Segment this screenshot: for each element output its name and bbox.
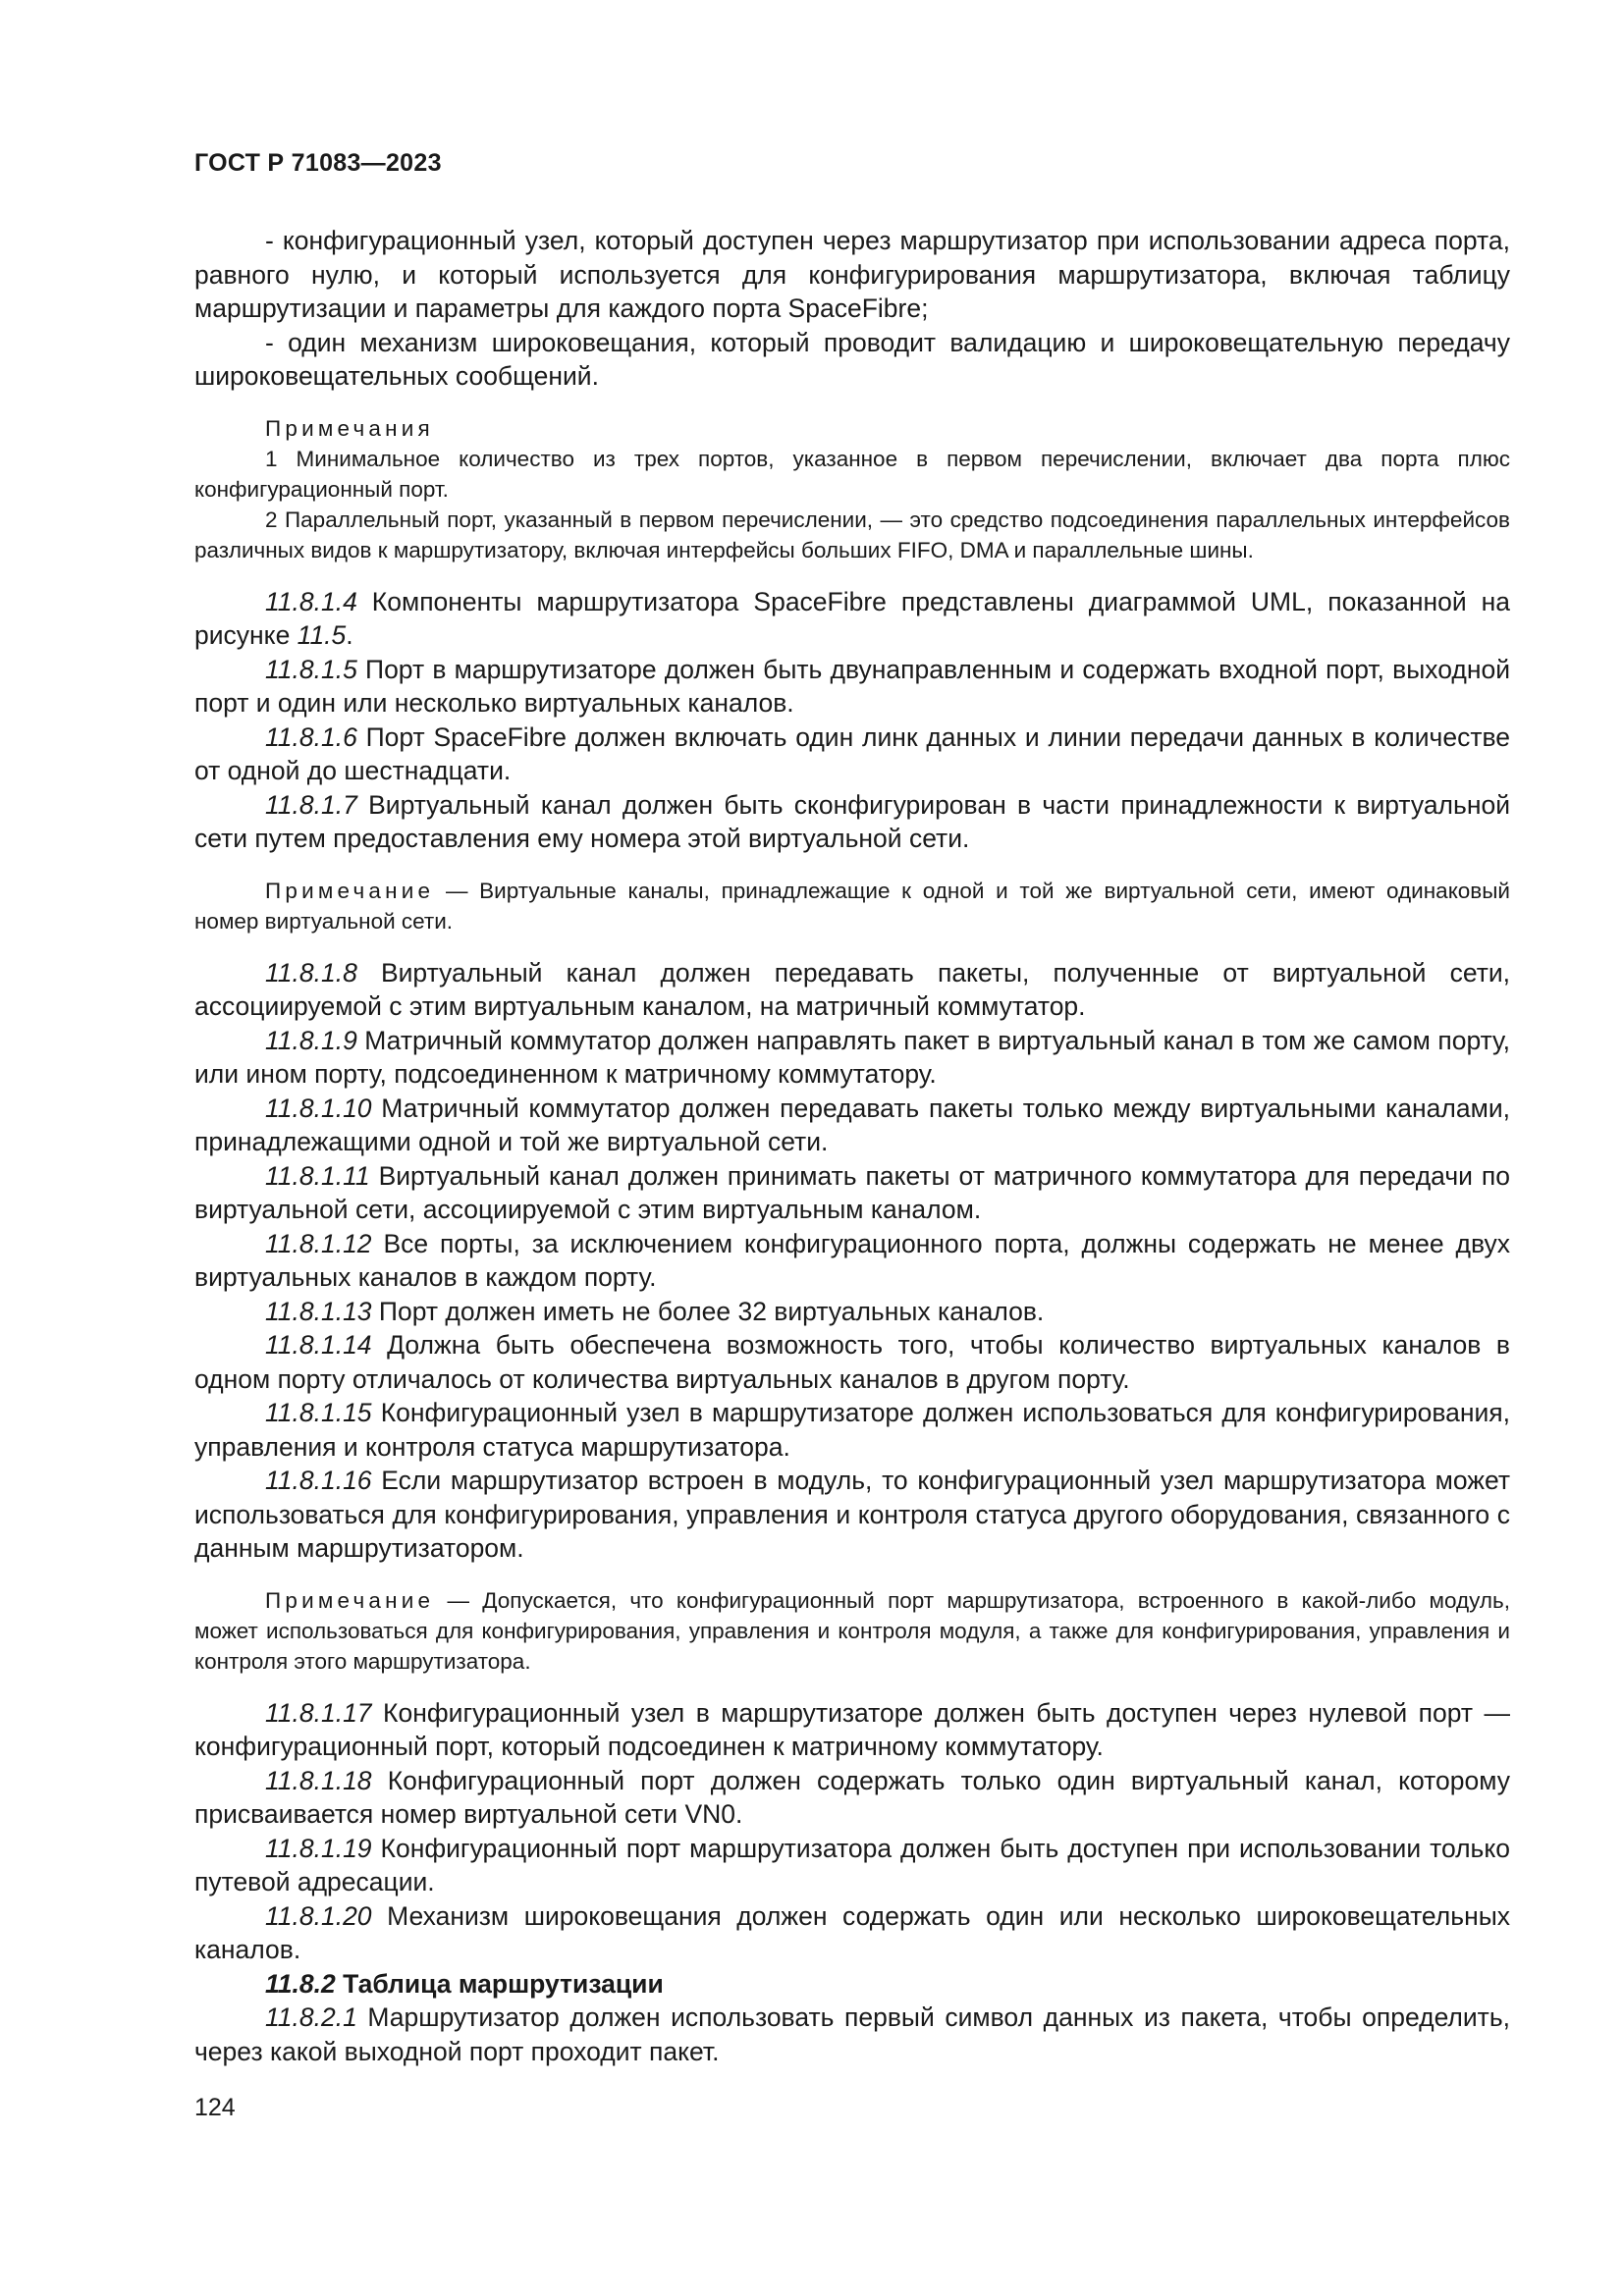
clause-number: 11.8.1.5 <box>265 654 357 684</box>
document-header: ГОСТ Р 71083—2023 <box>194 149 442 177</box>
clause-11-8-1-18 <box>194 1764 1510 1832</box>
clause-11-8-1-19 <box>194 1832 1510 1899</box>
clause-11-8-1-14 <box>194 1328 1510 1396</box>
note-item-2: 2 Параллельный порт, указанный в первом перечислении, — это средство подсоединения параллельных интерфейсов различных видов к маршрутизатору, включая интерфейсы больших FIFO, DMA и параллельные шины. <box>194 507 1510 562</box>
clause-number: 11.8.1.8 <box>265 957 357 988</box>
clause-11-8-1-9 <box>194 1024 1510 1092</box>
clause-number: 11.8.2.1 <box>265 2002 357 2032</box>
clause-text: Конфигурационный узел в маршрутизаторе должен использоваться для конфигурирования, управления и контроля статуса маршрутизатора. <box>194 1398 1510 1462</box>
clause-11-8-1-4 <box>194 585 1510 653</box>
note-virtual-channels <box>194 876 1510 936</box>
clause-11-8-1-5 <box>194 653 1510 721</box>
figure-ref: 11.5 <box>297 620 347 650</box>
clause-11-8-1-16 <box>194 1464 1510 1566</box>
clause-11-8-1-7 <box>194 788 1510 856</box>
clause-11-8-1-15 <box>194 1396 1510 1464</box>
note-item-1: 1 Минимальное количество из трех портов, указанное в первом перечислении, включает два порта плюс конфигурационный порт. <box>194 446 1510 502</box>
clause-number: 11.8.1.18 <box>265 1765 372 1795</box>
clause-number: 11.8.1.12 <box>265 1228 372 1258</box>
clause-text: Порт SpaceFibre должен включать один линк данных и линии передачи данных в количестве от одной до шестнадцати. <box>194 721 1510 785</box>
intro-paragraph-1: - конфигурационный узел, который доступен через маршрутизатор при использовании адреса порта, равного нулю, и который используется для конфигурирования маршрутизатора, включая таблицу маршрутизации и параметры для каждого порта SpaceFibre; <box>194 226 1510 323</box>
clause-11-8-2-1 <box>194 2001 1510 2068</box>
clause-text: Порт в маршрутизаторе должен быть двунаправленным и содержать входной порт, выходной порт и один или несколько виртуальных каналов. <box>194 654 1510 718</box>
clause-11-8-1-11 <box>194 1159 1510 1227</box>
clause-number: 11.8.1.10 <box>265 1093 372 1123</box>
clause-number: 11.8.1.17 <box>265 1697 372 1728</box>
note-config-port <box>194 1585 1510 1677</box>
clause-text: Компоненты маршрутизатора SpaceFibre представлены диаграммой UML, показанной на рисунке <box>194 586 1510 650</box>
clause-number: 11.8.1.14 <box>265 1330 372 1360</box>
clause-text: Матричный коммутатор должен передавать пакеты только между виртуальными каналами, принадлежащими одной и той же виртуальной сети. <box>194 1093 1510 1156</box>
clause-number: 11.8.1.13 <box>265 1296 372 1326</box>
intro-paragraph-2: - один механизм широковещания, который проводит валидацию и широковещательную передачу широковещательных сообщений. <box>194 327 1510 391</box>
clause-number: 11.8.1.16 <box>265 1466 372 1495</box>
note-label: Примечание <box>265 1587 435 1613</box>
clause-text: Все порты, за исключением конфигурационного порта, должны содержать не менее двух виртуальных каналов в каждом порту. <box>194 1228 1510 1292</box>
document-body <box>194 224 1510 2068</box>
clause-text: Конфигурационный порт должен содержать только один виртуальный канал, которому присваивается номер виртуальной сети VN0. <box>194 1765 1510 1829</box>
clause-number: 11.8.1.6 <box>265 721 357 752</box>
note-text: — Допускается, что конфигурационный порт маршрутизатора, встроенного в какой-либо модуль, может использоваться для конфигурирования, управления и контроля модуля, а также для конфигурирования, управления и контроля этого маршрутизатора. <box>194 1587 1510 1674</box>
clause-text: Если маршрутизатор встроен в модуль, то конфигурационный узел маршрутизатора может использоваться для конфигурирования, управления и контроля статуса другого оборудования, связанного с данным маршрутизатором. <box>194 1466 1510 1563</box>
clause-number: 11.8.1.9 <box>265 1025 357 1055</box>
clause-11-8-1-6 <box>194 721 1510 788</box>
clause-number: 11.8.1.19 <box>265 1833 372 1863</box>
clause-number: 11.8.1.7 <box>265 789 357 820</box>
clause-text: Виртуальный канал должен быть сконфигурирован в части принадлежности к виртуальной сети путем предоставления ему номера этой виртуальной сети. <box>194 789 1510 853</box>
notes-title: Примечания <box>265 415 434 441</box>
clause-number: 11.8.1.20 <box>265 1900 372 1931</box>
clause-number: 11.8.1.15 <box>265 1398 372 1427</box>
section-title: Таблица маршрутизации <box>335 1968 664 1999</box>
clause-text: Конфигурационный порт маршрутизатора должен быть доступен при использовании только путевой адресации. <box>194 1833 1510 1896</box>
note-label: Примечание <box>265 878 435 903</box>
clause-11-8-1-10 <box>194 1092 1510 1159</box>
clause-text: Механизм широковещания должен содержать один или несколько широковещательных каналов. <box>194 1900 1510 1964</box>
clause-number: 11.8.1.4 <box>265 586 357 616</box>
clause-text: Порт должен иметь не более 32 виртуальных каналов. <box>371 1296 1045 1326</box>
clause-text: Маршрутизатор должен использовать первый символ данных из пакета, чтобы определить, через какой выходной порт проходит пакет. <box>194 2002 1510 2066</box>
clause-text: Должна быть обеспечена возможность того, чтобы количество виртуальных каналов в одном порту отличалось от количества виртуальных каналов в другом порту. <box>194 1330 1510 1394</box>
section-number: 11.8.2 <box>265 1968 336 1999</box>
clause-text: Виртуальный канал должен передавать пакеты, полученные от виртуальной сети, ассоциируемой с этим виртуальным каналом, на матричный коммутатор. <box>194 957 1510 1021</box>
clause-11-8-1-12 <box>194 1227 1510 1295</box>
clause-tail: . <box>346 620 353 650</box>
section-heading-11-8-2 <box>194 1967 1510 2002</box>
page-number: 124 <box>194 2094 236 2121</box>
clause-11-8-1-20 <box>194 1899 1510 1967</box>
clause-11-8-1-8 <box>194 956 1510 1024</box>
clause-text: Матричный коммутатор должен направлять пакет в виртуальный канал в том же самом порту, или ином порту, подсоединенном к матричному коммутатору. <box>194 1025 1510 1089</box>
clause-11-8-1-13 <box>194 1295 1510 1329</box>
note-text: — Виртуальные каналы, принадлежащие к одной и той же виртуальной сети, имеют одинаковый номер виртуальной сети. <box>194 878 1510 934</box>
clause-11-8-1-17 <box>194 1696 1510 1764</box>
clause-number: 11.8.1.11 <box>265 1160 370 1191</box>
clause-text: Конфигурационный узел в маршрутизаторе должен быть доступен через нулевой порт — конфигурационный порт, который подсоединен к матричному коммутатору. <box>194 1697 1510 1761</box>
clause-text: Виртуальный канал должен принимать пакеты от матричного коммутатора для передачи по виртуальной сети, ассоциируемой с этим виртуальным каналом. <box>194 1160 1510 1224</box>
